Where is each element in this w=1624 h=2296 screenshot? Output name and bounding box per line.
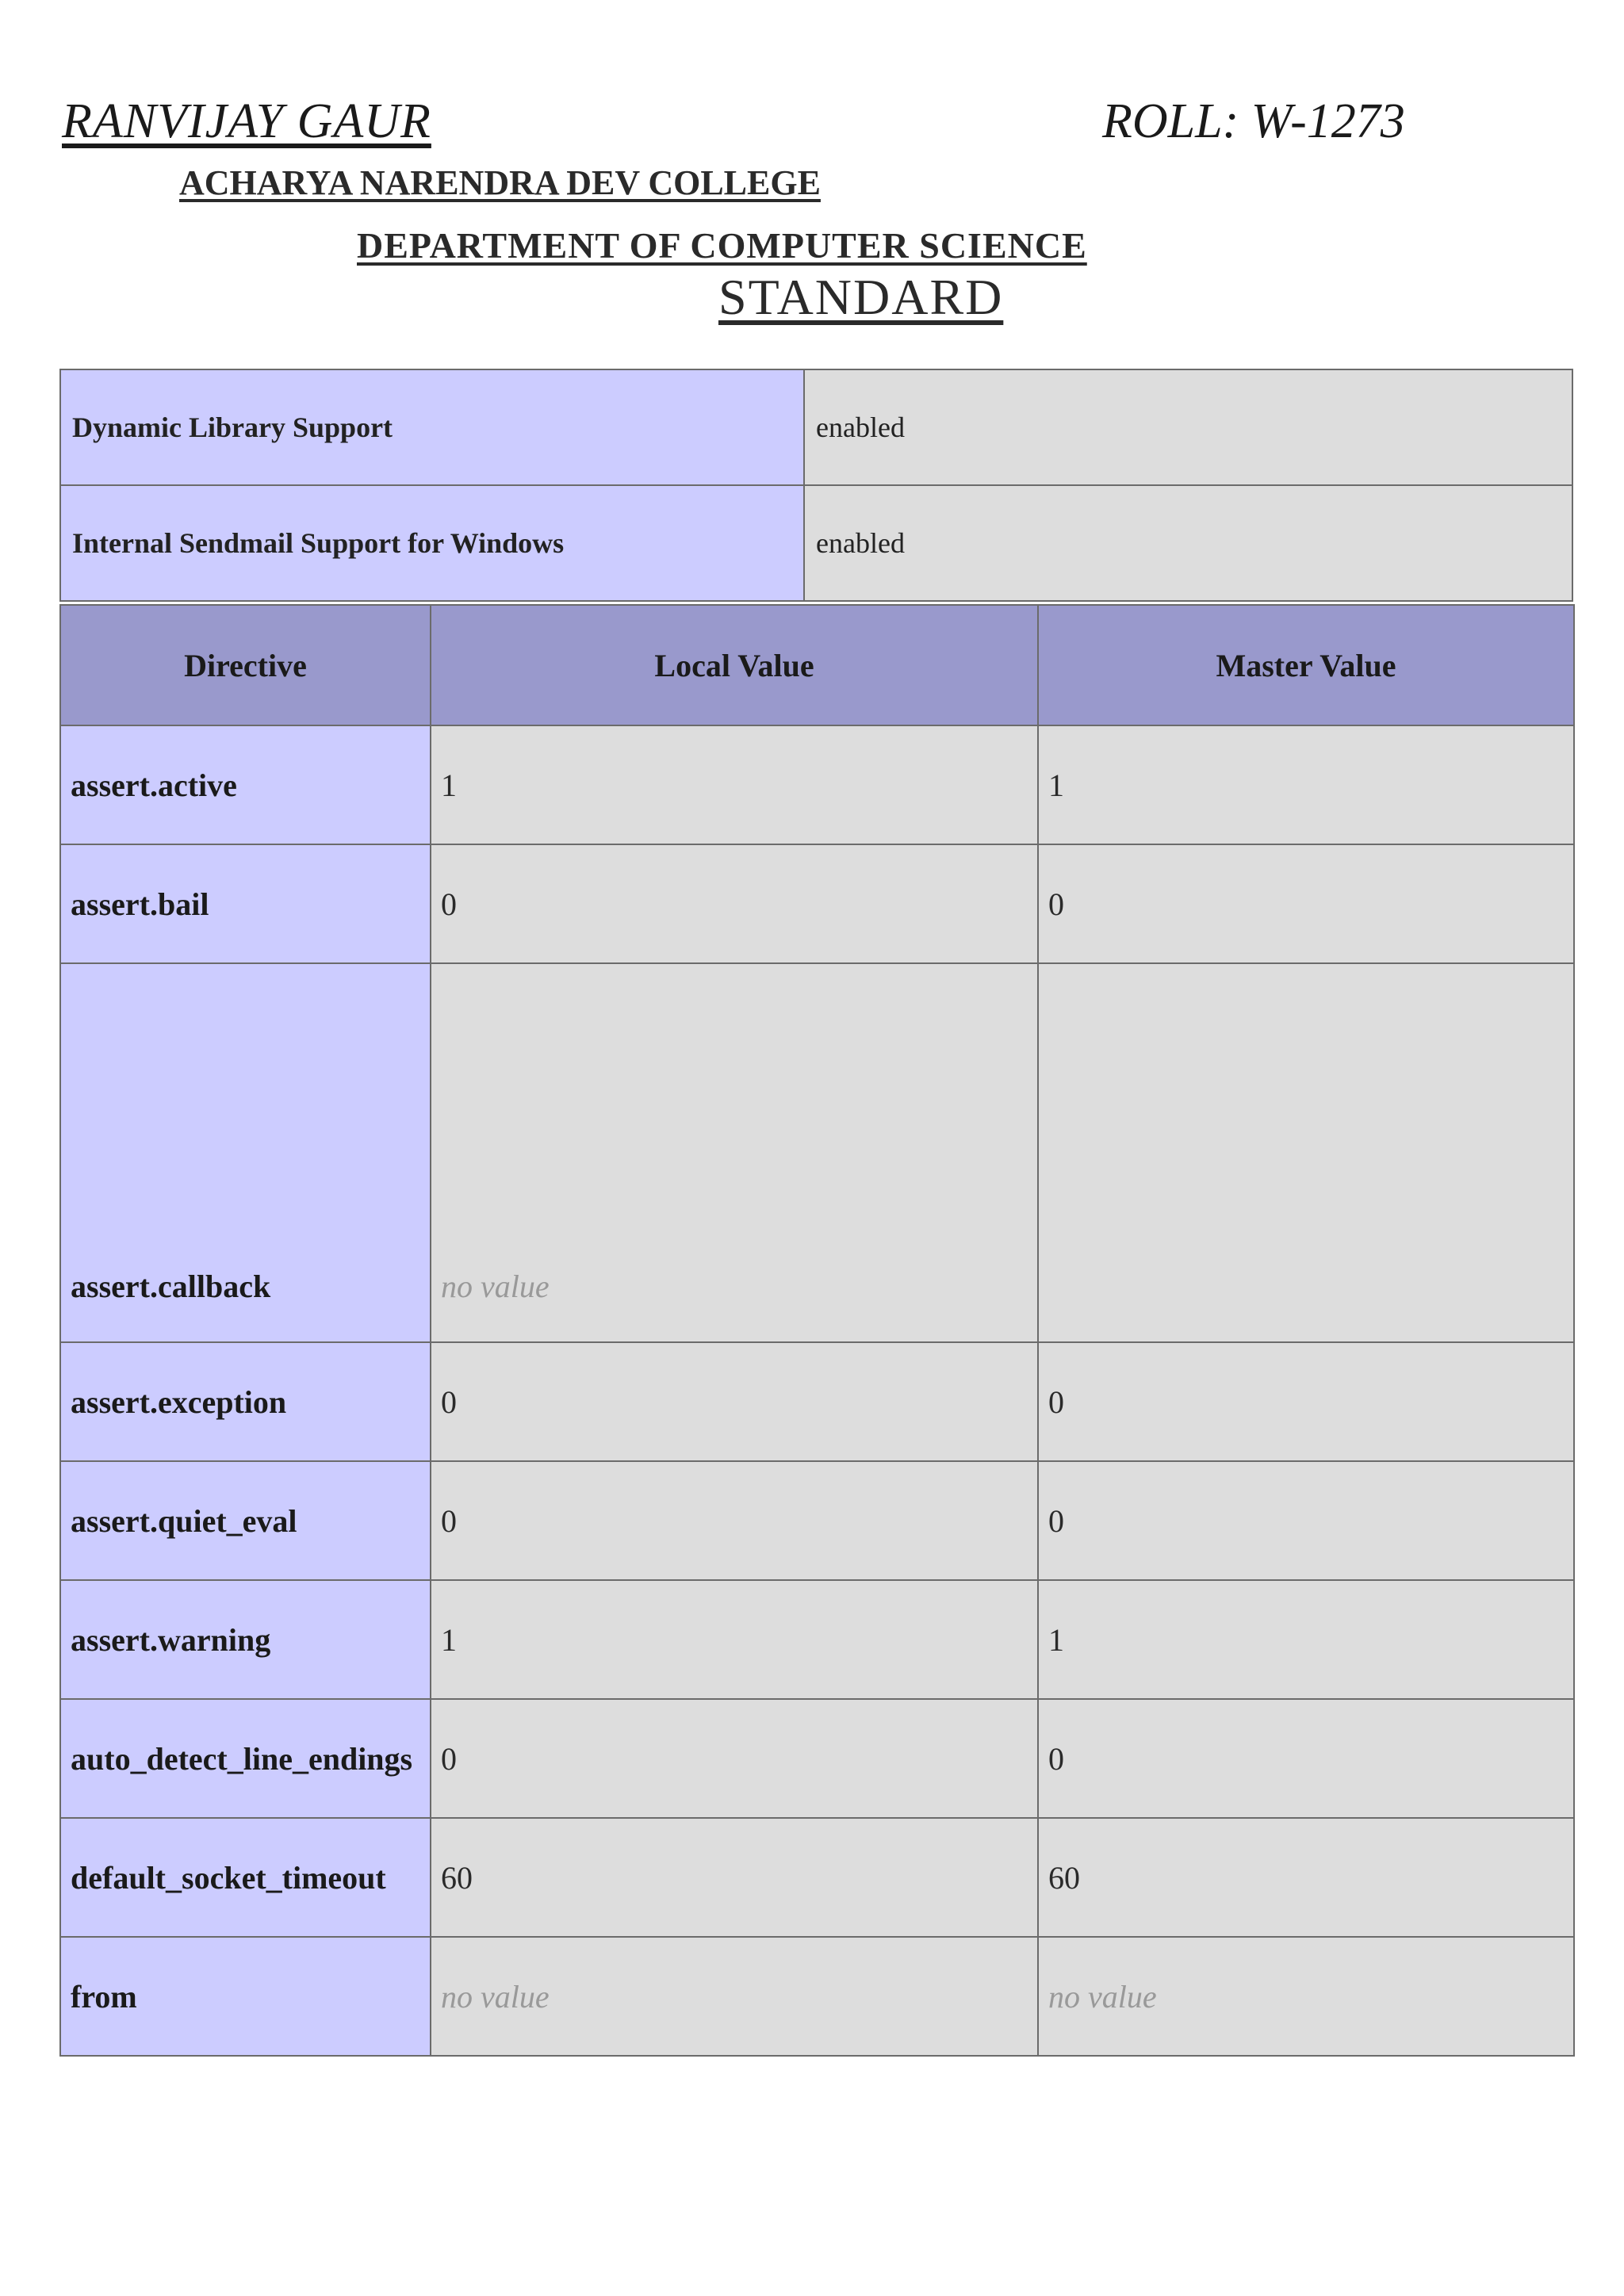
directive-cell: assert.warning [60,1580,431,1699]
table-row [60,844,1574,963]
local-value-cell: 60 [431,1818,1038,1937]
table-row [60,1818,1574,1937]
local-value-cell: 0 [431,844,1038,963]
table-row [60,963,1574,1342]
support-row [60,485,1572,601]
directive-table [59,604,1575,2057]
support-value: enabled [804,369,1572,485]
local-value-cell: 1 [431,1580,1038,1699]
local-value-cell: no value [431,1937,1038,2056]
master-value-cell: 60 [1038,1818,1574,1937]
support-row [60,369,1572,485]
directive-cell: auto_detect_line_endings [60,1699,431,1818]
support-table [59,369,1573,602]
college-name: ACHARYA NARENDRA DEV COLLEGE [179,163,821,202]
support-label: Internal Sendmail Support for Windows [60,485,804,601]
master-value-cell: 0 [1038,1342,1574,1461]
directive-cell: assert.callback [60,963,431,1342]
directive-cell: default_socket_timeout [60,1818,431,1937]
local-value-cell: 0 [431,1461,1038,1580]
master-value-cell [1038,963,1574,1342]
section-title: STANDARD [718,269,1004,325]
page-header [0,0,1624,349]
local-value-cell: no value [431,963,1038,1342]
directive-cell: assert.active [60,725,431,844]
local-value-cell: 0 [431,1342,1038,1461]
master-value-cell: 1 [1038,1580,1574,1699]
header-local-value: Local Value [431,605,1038,725]
table-row [60,725,1574,844]
master-value-cell: no value [1038,1937,1574,2056]
master-value-cell: 0 [1038,1699,1574,1818]
support-value: enabled [804,485,1572,601]
table-row [60,1342,1574,1461]
student-name: RANVIJAY GAUR [62,94,431,148]
table-row [60,1461,1574,1580]
directive-cell: assert.bail [60,844,431,963]
directive-cell: assert.exception [60,1342,431,1461]
directive-cell: assert.quiet_eval [60,1461,431,1580]
directive-cell: from [60,1937,431,2056]
directive-table-header-row [60,605,1574,725]
support-label: Dynamic Library Support [60,369,804,485]
department-name: DEPARTMENT OF COMPUTER SCIENCE [357,225,1087,266]
header-directive: Directive [60,605,431,725]
table-row [60,1580,1574,1699]
table-row [60,1699,1574,1818]
master-value-cell: 0 [1038,844,1574,963]
table-row [60,1937,1574,2056]
roll-number: ROLL: W-1273 [1102,94,1405,148]
master-value-cell: 0 [1038,1461,1574,1580]
header-master-value: Master Value [1038,605,1574,725]
local-value-cell: 0 [431,1699,1038,1818]
local-value-cell: 1 [431,725,1038,844]
master-value-cell: 1 [1038,725,1574,844]
